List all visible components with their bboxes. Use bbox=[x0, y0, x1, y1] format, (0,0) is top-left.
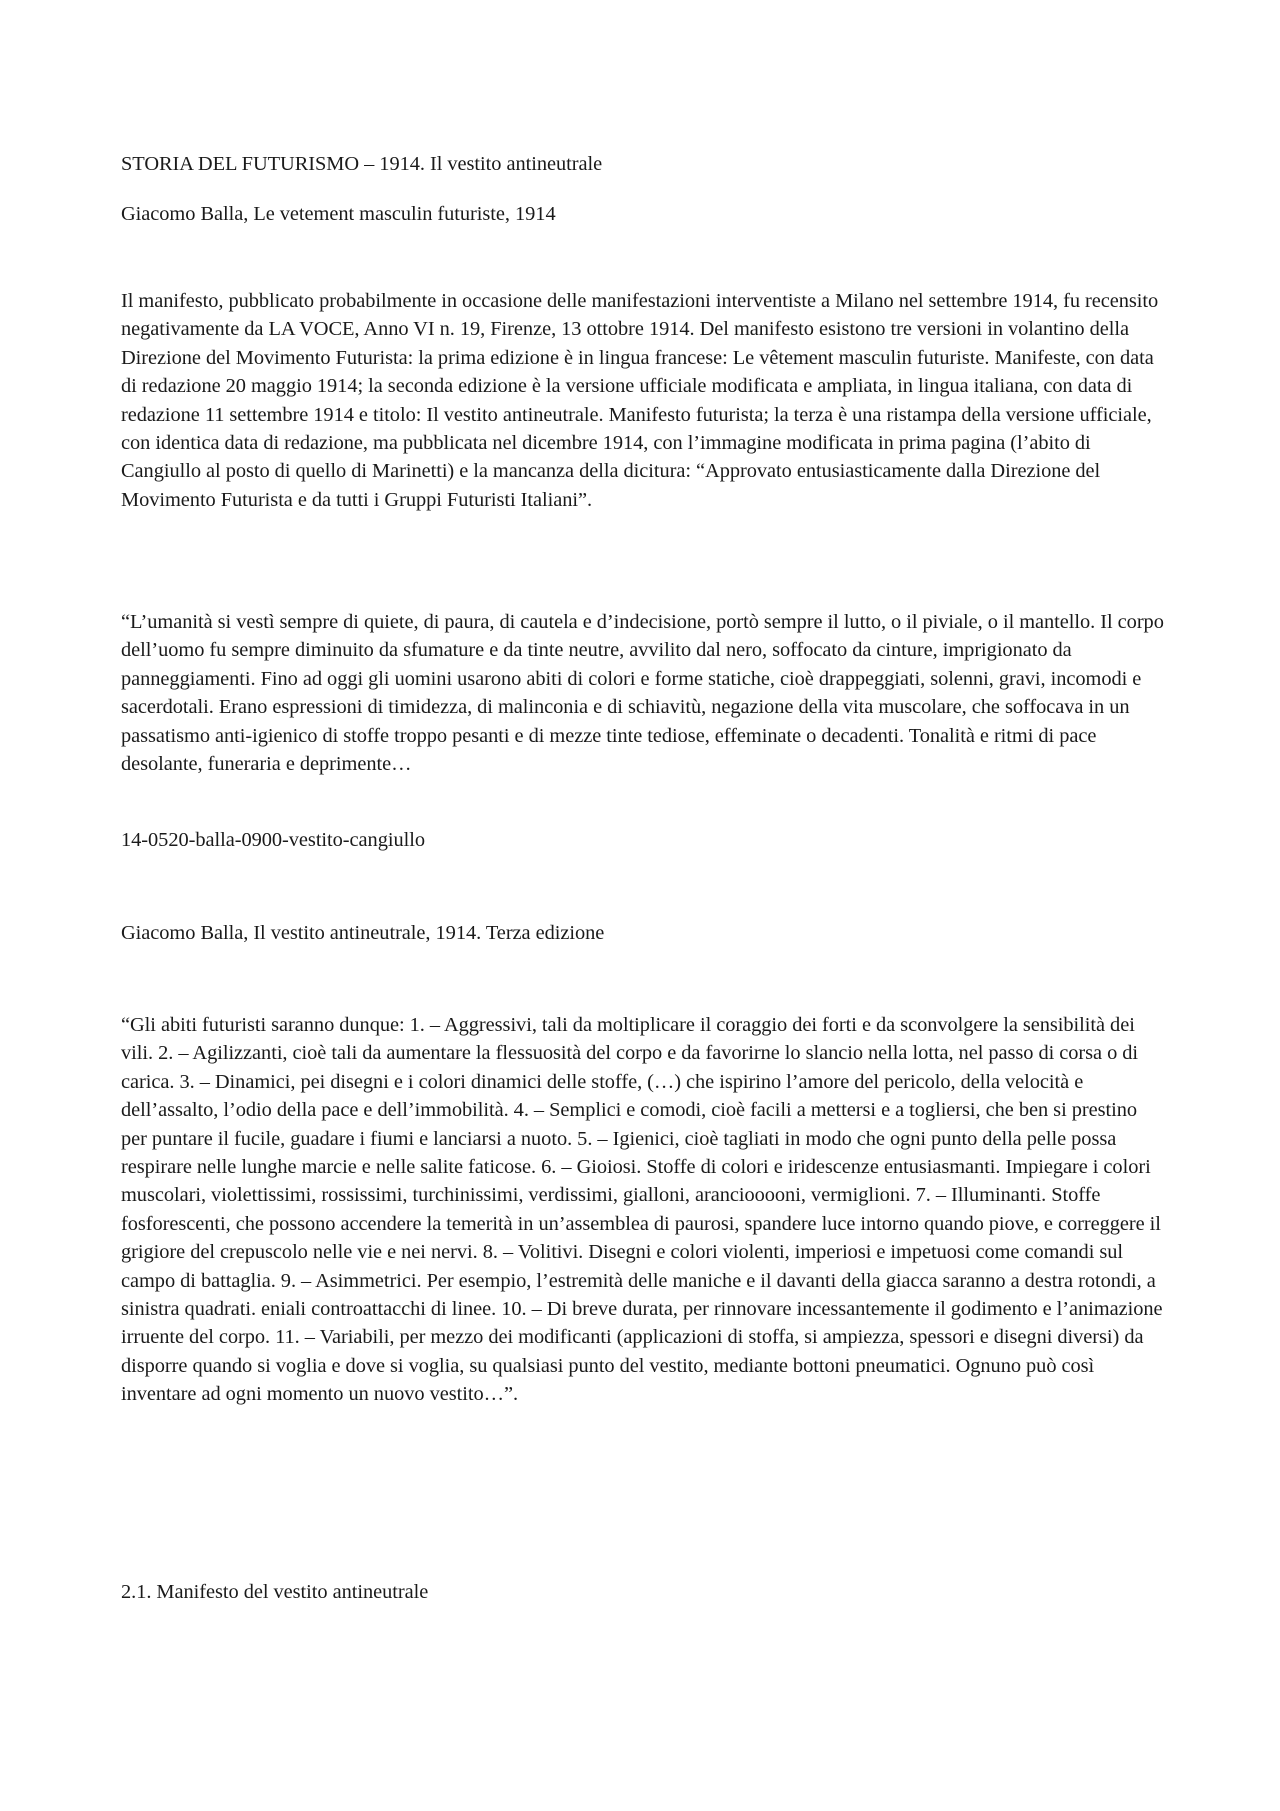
document-subtitle: Giacomo Balla, Le vetement masculin futuriste, 1914 bbox=[121, 203, 556, 225]
document-title: STORIA DEL FUTURISMO – 1914. Il vestito antineutrale bbox=[121, 153, 603, 175]
quote-paragraph-1: “L’umanità si vestì sempre di quiete, di paura, di cautela e d’indecisione, portò sempre il lutto, o il piviale, o il mantello. Il corpo dell’uomo fu sempre diminuito da sfumature e da tinte neutre, avvilito dal nero, soffocato da cinture, imprigionato da panneggiamenti. Fino ad oggi gli uomini usarono abiti di colori e forme statiche, cioè drappeggiati, solenni, gravi, incomodi e sacerdotali. Erano espressioni di timidezza, di malinconia e di schiavitù, negazione della vita muscolare, che soffocava in un passatismo anti-igienico di stoffe troppo pesanti e di mezze tinte tediose, effeminate o decadenti. Tonalità e ritmi di pace desolante, funeraria e deprimente… bbox=[121, 611, 1164, 776]
image-filename: 14-0520-balla-0900-vestito-cangiullo bbox=[121, 829, 425, 851]
quote-paragraph-2: “Gli abiti futuristi saranno dunque: 1. – Aggressivi, tali da moltiplicare il coraggio dei forti e da sconvolgere la sensibilità dei vili. 2. – Agilizzanti, cioè tali da aumentare la flessuosità del corpo e da favorirne lo slancio nella lotta, nel passo di corsa o di carica. 3. – Dinamici, pei disegni e i colori dinamici delle stoffe, (…) che ispirino l’amore del pericolo, della velocità e dell’assalto, l’odio della pace e dell’immobilità. 4. – Semplici e comodi, cioè facili a mettersi e a togliersi, che ben si prestino per puntare il fucile, guadare i fiumi e lanciarsi a nuoto. 5. – Igienici, cioè tagliati in modo che ogni punto della pelle possa respirare nelle lunghe marcie e nelle salite faticose. 6. – Gioiosi. Stoffe di colori e iridescenze entusiasmanti. Impiegare i colori muscolari, violettissimi, rossissimi, turchinissimi, verdissimi, gialloni, aranciooooni, vermiglioni. 7. – Illuminanti. Stoffe fosforescenti, che possono accendere la temerità in un’assemblea di paurosi, spandere luce intorno quando piove, e correggere il grigiore del crepuscolo nelle vie e nei nervi. 8. – Volitivi. Disegni e colori violenti, imperiosi e impetuosi come comandi sul campo di battaglia. 9. – Asimmetrici. Per esempio, l’estremità delle maniche e il davanti della giacca saranno a destra rotondi, a sinistra quadrati. eniali controattacchi di linee. 10. – Di breve durata, per rinnovare incessantemente il godimento e l’animazione irruente del corpo. 11. – Variabili, per mezzo dei modificanti (applicazioni di stoffa, si ampiezza, spessori e disegni diversi) da disporre quando si voglia e dove si voglia, su qualsiasi punto del vestito, mediante bottoni pneumatici. Ognuno può così inventare ad ogni momento un nuovo vestito…”. bbox=[121, 1014, 1163, 1406]
intro-paragraph: Il manifesto, pubblicato probabilmente in occasione delle manifestazioni interventiste a Milano nel settembre 1914, fu recensito negativamente da LA VOCE, Anno VI n. 19, Firenze, 13 ottobre 1914. Del manifesto esistono tre versioni in volantino della Direzione del Movimento Futurista: la prima edizione è in lingua francese: Le vêtement masculin futuriste. Manifeste, con data di redazione 20 maggio 1914; la seconda edizione è la versione ufficiale modificata e ampliata, in lingua italiana, con data di redazione 11 settembre 1914 e titolo: Il vestito antineutrale. Manifesto futurista; la terza è una ristampa della versione ufficiale, con identica data di redazione, ma pubblicata nel dicembre 1914, con l’immagine modificata in prima pagina (l’abito di Cangiullo al posto di quello di Marinetti) e la mancanza della dicitura: “Approvato entusiasticamente dalla Direzione del Movimento Futurista e da tutti i Gruppi Futuristi Italiani”. bbox=[121, 290, 1159, 511]
image-caption: Giacomo Balla, Il vestito antineutrale, 1914. Terza edizione bbox=[121, 922, 605, 944]
section-heading: 2.1. Manifesto del vestito antineutrale bbox=[121, 1581, 429, 1603]
